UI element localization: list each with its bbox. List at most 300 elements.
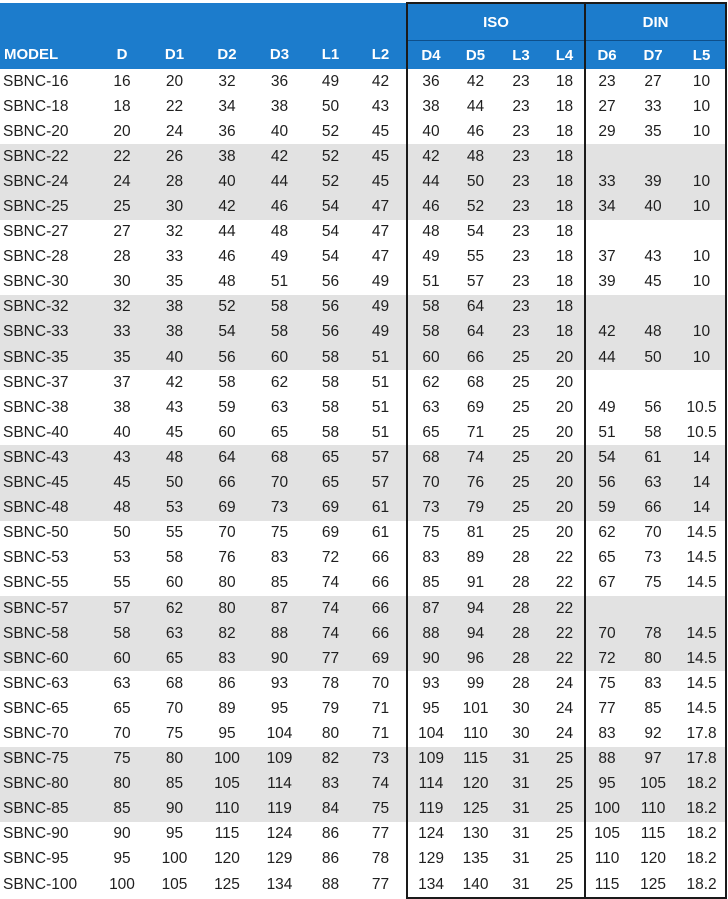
value-cell-l5: 17.8 [678,721,726,746]
model-cell: SBNC-53 [3,549,69,567]
model-cell: SBNC-50 [3,524,69,542]
value-cell-l5: 10 [678,169,726,194]
value-cell-d: 33 [96,320,148,345]
model-cell: SBNC-16 [3,72,69,90]
value-cell-d2: 70 [218,524,236,542]
value-cell-l5 [678,596,726,621]
value-cell-d4: 73 [407,496,454,521]
model-cell: SBNC-65 [3,699,69,717]
value-cell-l3: 23 [497,144,545,169]
value-cell-d3: 51 [270,273,289,291]
value-cell-d5: 50 [454,169,497,194]
value-cell-l3: 31 [497,872,545,898]
value-cell-l1: 65 [306,445,355,470]
value-cell-d1: 68 [165,674,184,692]
value-cell-l4: 20 [555,423,574,441]
value-cell-l1: 69 [306,496,355,521]
value-cell-l3: 23 [512,97,530,115]
value-cell-l3: 28 [512,549,530,567]
value-cell-d4: 58 [407,320,454,345]
value-cell-l2: 49 [371,273,390,291]
value-cell-l5: 14.5 [678,646,726,671]
value-cell-d6: 105 [585,822,628,847]
value-cell-d2: 120 [214,850,240,868]
value-cell-d3: 42 [253,144,306,169]
value-cell-l2: 74 [355,772,407,797]
value-cell-l3: 25 [497,496,545,521]
table-row [0,119,726,144]
value-cell-l2: 45 [355,144,407,169]
model-cell: SBNC-43 [0,445,96,470]
value-cell-d4: 104 [407,721,454,746]
value-cell-d7: 58 [644,423,662,441]
column-header-d5: D5 [454,41,497,70]
table-row [0,69,726,94]
value-cell-l5: 14 [678,445,726,470]
value-cell-d1: 48 [148,445,201,470]
value-cell-l1: 74 [321,574,340,592]
value-cell-d2: 40 [201,169,253,194]
value-cell-l4: 20 [545,496,585,521]
table-row [0,471,726,496]
value-cell-d1: 22 [165,97,184,115]
value-cell-l5: 14.5 [678,571,726,596]
table-row [0,270,726,295]
value-cell-l1: 78 [321,674,340,692]
value-cell-l4: 18 [545,194,585,219]
value-cell-d2: 36 [218,122,236,140]
value-cell-l1: 56 [306,320,355,345]
value-cell-d7: 35 [644,122,662,140]
model-cell: SBNC-37 [3,373,69,391]
value-cell-d4: 90 [407,646,454,671]
table-row [0,395,726,420]
value-cell-l4: 18 [555,223,574,241]
value-cell-d1: 55 [165,524,184,542]
value-cell-l5: 10.5 [678,420,726,445]
value-cell-l4: 24 [555,699,574,717]
value-cell-l1: 52 [306,169,355,194]
value-cell-d1: 100 [161,850,188,868]
value-cell-d3: 104 [266,724,293,742]
value-cell-d7: 105 [628,772,678,797]
column-header-l4: L4 [545,41,585,70]
value-cell-d5: 54 [466,223,485,241]
value-cell-d4: 83 [407,546,454,571]
value-cell-d: 40 [113,423,131,441]
value-cell-l2: 66 [355,621,407,646]
value-cell-d3: 49 [270,248,289,266]
model-cell: SBNC-38 [3,398,69,416]
value-cell-l1: 52 [321,122,340,140]
value-cell-l2: 61 [355,496,407,521]
value-cell-d3: 60 [253,345,306,370]
value-cell-d: 38 [113,398,131,416]
model-cell: SBNC-48 [0,496,96,521]
value-cell-l2: 47 [355,194,407,219]
value-cell-d: 60 [96,646,148,671]
value-cell-l1: 58 [321,373,340,391]
model-cell: SBNC-27 [3,223,69,241]
value-cell-l5: 10 [678,194,726,219]
value-cell-d6: 42 [585,320,628,345]
value-cell-d5: 96 [454,646,497,671]
value-cell-l5: 10 [678,245,726,270]
table-row [0,596,726,621]
value-cell-d5: 55 [466,248,485,266]
dimension-table [0,2,727,899]
value-cell-d7 [628,144,678,169]
value-cell-l2: 70 [371,674,390,692]
value-cell-l5: 10 [678,69,726,94]
value-cell-l2: 49 [355,295,407,320]
value-cell-d4: 46 [407,194,454,219]
value-cell-d2: 46 [218,248,236,266]
value-cell-d4: 63 [407,395,454,420]
value-cell-d1: 90 [148,797,201,822]
value-cell-d3: 46 [253,194,306,219]
value-cell-d4: 129 [407,847,454,872]
value-cell-l1: 88 [321,876,340,894]
value-cell-d: 20 [113,122,131,140]
value-cell-d: 55 [113,574,131,592]
table-row [0,144,726,169]
value-cell-l5 [678,370,726,395]
value-cell-d1: 58 [165,549,184,567]
value-cell-l4: 25 [545,797,585,822]
value-cell-l2: 45 [371,122,390,140]
value-cell-d4: 62 [407,370,454,395]
table-row [0,721,726,746]
value-cell-d4: 119 [407,797,454,822]
model-cell: SBNC-20 [3,122,69,140]
value-cell-l1: 72 [321,549,340,567]
value-cell-d1: 26 [148,144,201,169]
value-cell-d: 28 [113,248,131,266]
value-cell-l2: 45 [355,169,407,194]
value-cell-l4: 22 [545,596,585,621]
value-cell-d4: 40 [407,119,454,144]
value-cell-l4: 25 [545,747,585,772]
value-cell-d3: 90 [253,646,306,671]
value-cell-l5: 14 [678,471,726,496]
column-header-d7: D7 [628,41,678,70]
value-cell-d3: 68 [253,445,306,470]
value-cell-l4: 18 [555,122,574,140]
model-cell: SBNC-60 [0,646,96,671]
value-cell-d1: 40 [148,345,201,370]
value-cell-d: 53 [113,549,131,567]
value-cell-d4: 85 [407,571,454,596]
value-cell-d6 [585,220,628,245]
value-cell-d6: 62 [585,521,628,546]
model-cell: SBNC-18 [3,97,69,115]
value-cell-d2: 115 [214,825,240,843]
value-cell-d: 48 [96,496,148,521]
value-cell-d4: 44 [407,169,454,194]
table-row [0,245,726,270]
table-row [0,747,726,772]
value-cell-l4: 22 [545,621,585,646]
value-cell-d6: 70 [585,621,628,646]
value-cell-l2: 42 [371,72,390,90]
value-cell-l5: 10 [678,320,726,345]
value-cell-d7: 61 [628,445,678,470]
value-cell-l3: 23 [512,248,530,266]
value-cell-d: 95 [113,850,131,868]
value-cell-d: 43 [96,445,148,470]
value-cell-d4: 75 [407,521,454,546]
value-cell-d6: 95 [585,772,628,797]
value-cell-l4: 18 [545,320,585,345]
value-cell-l2: 57 [355,445,407,470]
value-cell-l2: 51 [371,423,390,441]
value-cell-l4: 20 [555,524,574,542]
value-cell-d4: 88 [407,621,454,646]
value-cell-l2: 66 [371,574,390,592]
value-cell-d1: 24 [165,122,184,140]
table-row [0,169,726,194]
value-cell-l3: 23 [497,320,545,345]
value-cell-d4: 124 [407,822,454,847]
value-cell-l2: 47 [371,223,390,241]
value-cell-l5: 10 [678,345,726,370]
value-cell-d2: 38 [201,144,253,169]
value-cell-d7: 97 [628,747,678,772]
value-cell-d5: 115 [454,747,497,772]
value-cell-d5: 44 [466,97,485,115]
value-cell-d1: 53 [148,496,201,521]
table-row [0,847,726,872]
value-cell-d: 90 [113,825,131,843]
value-cell-d1: 50 [148,471,201,496]
value-cell-l2: 73 [355,747,407,772]
value-cell-l2: 75 [355,797,407,822]
value-cell-d1: 38 [148,320,201,345]
column-header-l5: L5 [678,41,726,70]
value-cell-d3: 73 [253,496,306,521]
value-cell-d1: 42 [165,373,184,391]
value-cell-d4: 38 [407,94,454,119]
table-row [0,295,726,320]
value-cell-d7: 39 [628,169,678,194]
model-cell: SBNC-30 [3,273,69,291]
value-cell-d3: 63 [270,398,289,416]
column-header-d4: D4 [407,41,454,70]
value-cell-l1: 56 [321,273,340,291]
value-cell-l5: 18.2 [678,797,726,822]
value-cell-d7: 83 [644,674,662,692]
value-cell-d3: 109 [253,747,306,772]
value-cell-d6: 54 [585,445,628,470]
table-row [0,220,726,245]
value-cell-d6: 44 [585,345,628,370]
value-cell-l4: 25 [555,825,574,843]
value-cell-l3: 31 [512,850,530,868]
table-row [0,872,726,898]
value-cell-l2: 51 [371,373,390,391]
value-cell-d3: 134 [266,876,293,894]
value-cell-d2: 82 [201,621,253,646]
value-cell-l5: 10 [678,119,726,144]
value-cell-d5: 140 [454,872,497,898]
model-cell: SBNC-40 [3,423,69,441]
value-cell-l4: 18 [545,169,585,194]
value-cell-l1: 82 [306,747,355,772]
value-cell-d6: 27 [585,94,628,119]
value-cell-l3: 30 [512,699,530,717]
value-cell-d5: 52 [454,194,497,219]
value-cell-d5: 71 [466,423,485,441]
model-cell: SBNC-100 [3,876,78,894]
value-cell-d5: 66 [454,345,497,370]
value-cell-d7: 63 [628,471,678,496]
table-row [0,194,726,219]
value-cell-d: 63 [113,674,131,692]
value-cell-d5: 48 [454,144,497,169]
table-row [0,671,726,696]
value-cell-d6: 56 [585,471,628,496]
value-cell-l4: 22 [545,646,585,671]
value-cell-d: 70 [113,724,131,742]
value-cell-l1: 54 [321,223,340,241]
value-cell-d6: 115 [585,872,628,898]
value-cell-l5: 18.2 [678,872,726,898]
table-row [0,420,726,445]
value-cell-d2: 83 [201,646,253,671]
value-cell-d: 32 [96,295,148,320]
value-cell-d6: 23 [585,69,628,94]
value-cell-l4: 18 [545,144,585,169]
column-header-d3: D3 [253,41,306,70]
value-cell-l3: 23 [512,223,530,241]
value-cell-d1: 30 [148,194,201,219]
column-header-row [0,41,726,70]
value-cell-l1: 52 [306,144,355,169]
value-cell-d7: 43 [644,248,662,266]
value-cell-l2: 77 [371,876,390,894]
value-cell-d1: 35 [165,273,184,291]
value-cell-d1: 80 [148,747,201,772]
value-cell-d6: 100 [585,797,628,822]
value-cell-d2: 66 [201,471,253,496]
value-cell-d6 [585,295,628,320]
value-cell-d6: 49 [585,395,628,420]
value-cell-d7: 45 [644,273,662,291]
value-cell-l1: 65 [306,471,355,496]
value-cell-d7 [628,370,678,395]
value-cell-d7: 66 [628,496,678,521]
value-cell-d2: 100 [201,747,253,772]
value-cell-l3: 31 [497,772,545,797]
model-cell: SBNC-90 [3,825,69,843]
value-cell-d4: 68 [407,445,454,470]
value-cell-l4: 18 [555,72,574,90]
model-cell: SBNC-58 [0,621,96,646]
value-cell-d7: 125 [628,872,678,898]
table-row [0,797,726,822]
value-cell-l2: 47 [371,248,390,266]
value-cell-d5: 57 [466,273,485,291]
column-header-d: D [96,41,148,70]
column-header-l1: L1 [306,41,355,70]
value-cell-d: 30 [113,273,131,291]
value-cell-d6: 65 [585,546,628,571]
value-cell-l5 [678,144,726,169]
value-cell-d6: 33 [585,169,628,194]
value-cell-d2: 56 [201,345,253,370]
value-cell-d2: 64 [201,445,253,470]
value-cell-l3: 25 [497,345,545,370]
table-row [0,94,726,119]
value-cell-l1: 79 [321,699,340,717]
value-cell-l2: 49 [355,320,407,345]
value-cell-d5: 110 [463,724,488,742]
value-cell-d2: 44 [218,223,236,241]
value-cell-d5: 101 [462,699,489,717]
value-cell-l1: 56 [306,295,355,320]
value-cell-l3: 23 [512,72,530,90]
value-cell-d3: 36 [270,72,289,90]
value-cell-l4: 18 [555,273,574,291]
value-cell-d1: 63 [148,621,201,646]
value-cell-l4: 22 [555,574,574,592]
value-cell-l1: 49 [321,72,340,90]
value-cell-l3: 25 [497,445,545,470]
value-cell-d2: 32 [218,72,236,90]
value-cell-d: 75 [96,747,148,772]
value-cell-d: 80 [96,772,148,797]
value-cell-l1: 74 [306,621,355,646]
value-cell-d4: 109 [407,747,454,772]
value-cell-d2: 69 [201,496,253,521]
table-row [0,646,726,671]
model-cell: SBNC-32 [0,295,96,320]
value-cell-d5: 99 [466,674,485,692]
value-cell-l1: 69 [321,524,340,542]
value-cell-d7: 80 [628,646,678,671]
value-cell-d4: 49 [407,245,454,270]
value-cell-d1: 105 [161,876,188,894]
value-cell-d2: 42 [201,194,253,219]
value-cell-l4: 20 [555,373,574,391]
table-row [0,546,726,571]
value-cell-d2: 86 [218,674,236,692]
value-cell-l2: 69 [355,646,407,671]
value-cell-d4: 42 [407,144,454,169]
value-cell-l3: 31 [512,825,530,843]
value-cell-d5: 69 [466,398,485,416]
table-row [0,496,726,521]
table-row [0,320,726,345]
column-header-model: MODEL [0,41,96,70]
value-cell-l4: 25 [545,872,585,898]
value-cell-d7: 75 [644,574,662,592]
value-cell-d7: 78 [628,621,678,646]
value-cell-l5: 14.5 [678,521,726,546]
model-cell: SBNC-75 [0,747,96,772]
value-cell-d: 22 [96,144,148,169]
value-cell-d6: 88 [585,747,628,772]
value-cell-d4: 65 [407,420,454,445]
value-cell-d: 85 [96,797,148,822]
value-cell-d: 35 [96,345,148,370]
value-cell-l3: 28 [497,621,545,646]
value-cell-l3: 31 [497,797,545,822]
value-cell-l3: 28 [497,596,545,621]
value-cell-d3: 83 [270,549,289,567]
value-cell-d5: 130 [462,825,489,843]
